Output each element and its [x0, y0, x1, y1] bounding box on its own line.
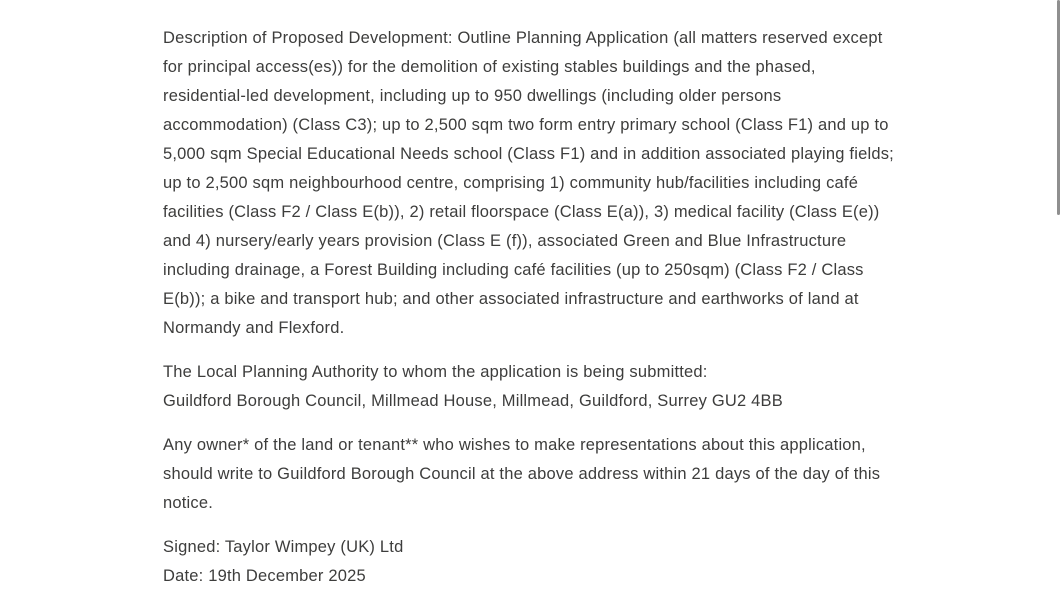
description-paragraph: Description of Proposed Development: Outline Planning Application (all matters reserved except for principal access(es)) for the demolition of existing stables buildings and the phased, residential-led development, including up to 950 dwellings (including older persons accommodation) (Class C3); up to 2,500 sqm two form entry primary school (Class F1) and up to 5,000 sqm Special Educational Needs school (Class F1) and in addition associated playing fields; up to 2,500 sqm neighbourhood centre, comprising 1) community hub/facilities including café facilities (Class F2 / Class E(b)), 2) retail floorspace (Class E(a)), 3) medical facility (Class E(e)) and 4) nursery/early years provision (Class E (f)), associated Green and Blue Infrastructure including drainage, a Forest Building including café facilities (up to 250sqm) (Class F2 / Class E(b)); a bike and transport hub; and other associated infrastructure and earthworks of land at Normandy and Flexford.	[163, 29, 894, 337]
vertical-scrollbar-track[interactable]	[1054, 0, 1063, 597]
signed-line: Signed: Taylor Wimpey (UK) Ltd	[163, 538, 404, 556]
signature-paragraph	[163, 533, 903, 591]
notice-document	[163, 24, 903, 591]
representations-paragraph: Any owner* of the land or tenant** who wishes to make representations about this application, should write to Guildford Borough Council at the above address within 21 days of the day of this notice.	[163, 436, 881, 512]
authority-intro-line: The Local Planning Authority to whom the application is being submitted:	[163, 363, 708, 381]
vertical-scrollbar-thumb[interactable]	[1057, 0, 1060, 215]
authority-paragraph	[163, 358, 903, 416]
date-line: Date: 19th December 2025	[163, 567, 366, 585]
authority-address-line: Guildford Borough Council, Millmead House, Millmead, Guildford, Surrey GU2 4BB	[163, 392, 783, 410]
